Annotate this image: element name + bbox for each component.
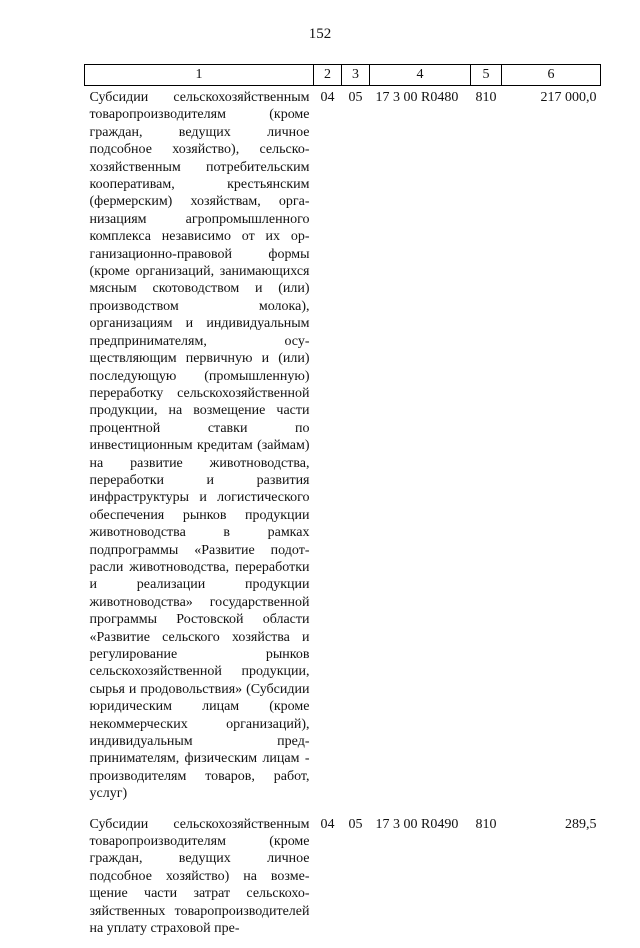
table-row [85, 813, 601, 948]
page-number: 152 [308, 26, 332, 42]
row-section-code: 04 [320, 816, 335, 832]
row-description: Субсидии сельскохозяйственным товаропроизводителям (кроме граждан, ведущих личное подсобное хозяйство), сельскохозяйственным потребительским кооперативам, крестьянским (фермерским) хозяйствам, организациям агропромышленного комплекса независимо от их организационно-правовой формы (кроме организаций, занимающихся мясным скотоводством и (или) производством молока), организациям и индивидуальным предпринимателям, осуществляющим первичную и (или) последующую (промышленную) переработку сельскохозяйственной продукции, на возмещение части процентной ставки по инвестиционным кредитам (займам) на развитие животноводства, переработки и развития инфраструктуры и логистического обеспечения рынков продукции животноводства в рамках подпрограммы «Развитие подотрасли животноводства, переработки и реализации продукции животноводства» государственной программы Ростовской области «Развитие сельского хозяйства и регулирование рынков сельскохозяйственной продукции, сырья и продовольствия» (Субсидии юридическим лицам (кроме некоммерческих организаций), индивидуальным предпринимателям, физическим лицам - производителям товаров, работ, услуг) [89, 90, 310, 802]
column-header-2: 2 [314, 65, 342, 86]
table-row [85, 86, 601, 813]
column-header-4: 4 [370, 65, 471, 86]
row-description: Субсидии сельскохозяйственным товаропроизводителям (кроме граждан, ведущих личное подсобное хозяйство) на возмещение части затрат сельскохозяйственных товаропроизводителей на уплату страховой пре- [89, 816, 310, 937]
row-expense-type: 810 [475, 90, 497, 105]
row-amount: 289,5 [565, 816, 597, 832]
row-section-code: 04 [320, 90, 335, 105]
row-amount: 217 000,0 [540, 90, 597, 105]
column-header-3: 3 [342, 65, 370, 86]
row-expense-type: 810 [475, 816, 497, 832]
column-header-6: 6 [502, 65, 601, 86]
row-subsection-code: 05 [348, 816, 363, 832]
row-subsection-code: 05 [348, 90, 363, 105]
column-header-5: 5 [471, 65, 502, 86]
column-header-1: 1 [85, 65, 314, 86]
table-header-row [85, 65, 601, 86]
row-target-article: 17 3 00 R0490 [375, 816, 459, 832]
row-target-article: 17 3 00 R0480 [375, 90, 459, 105]
budget-table [84, 64, 601, 948]
